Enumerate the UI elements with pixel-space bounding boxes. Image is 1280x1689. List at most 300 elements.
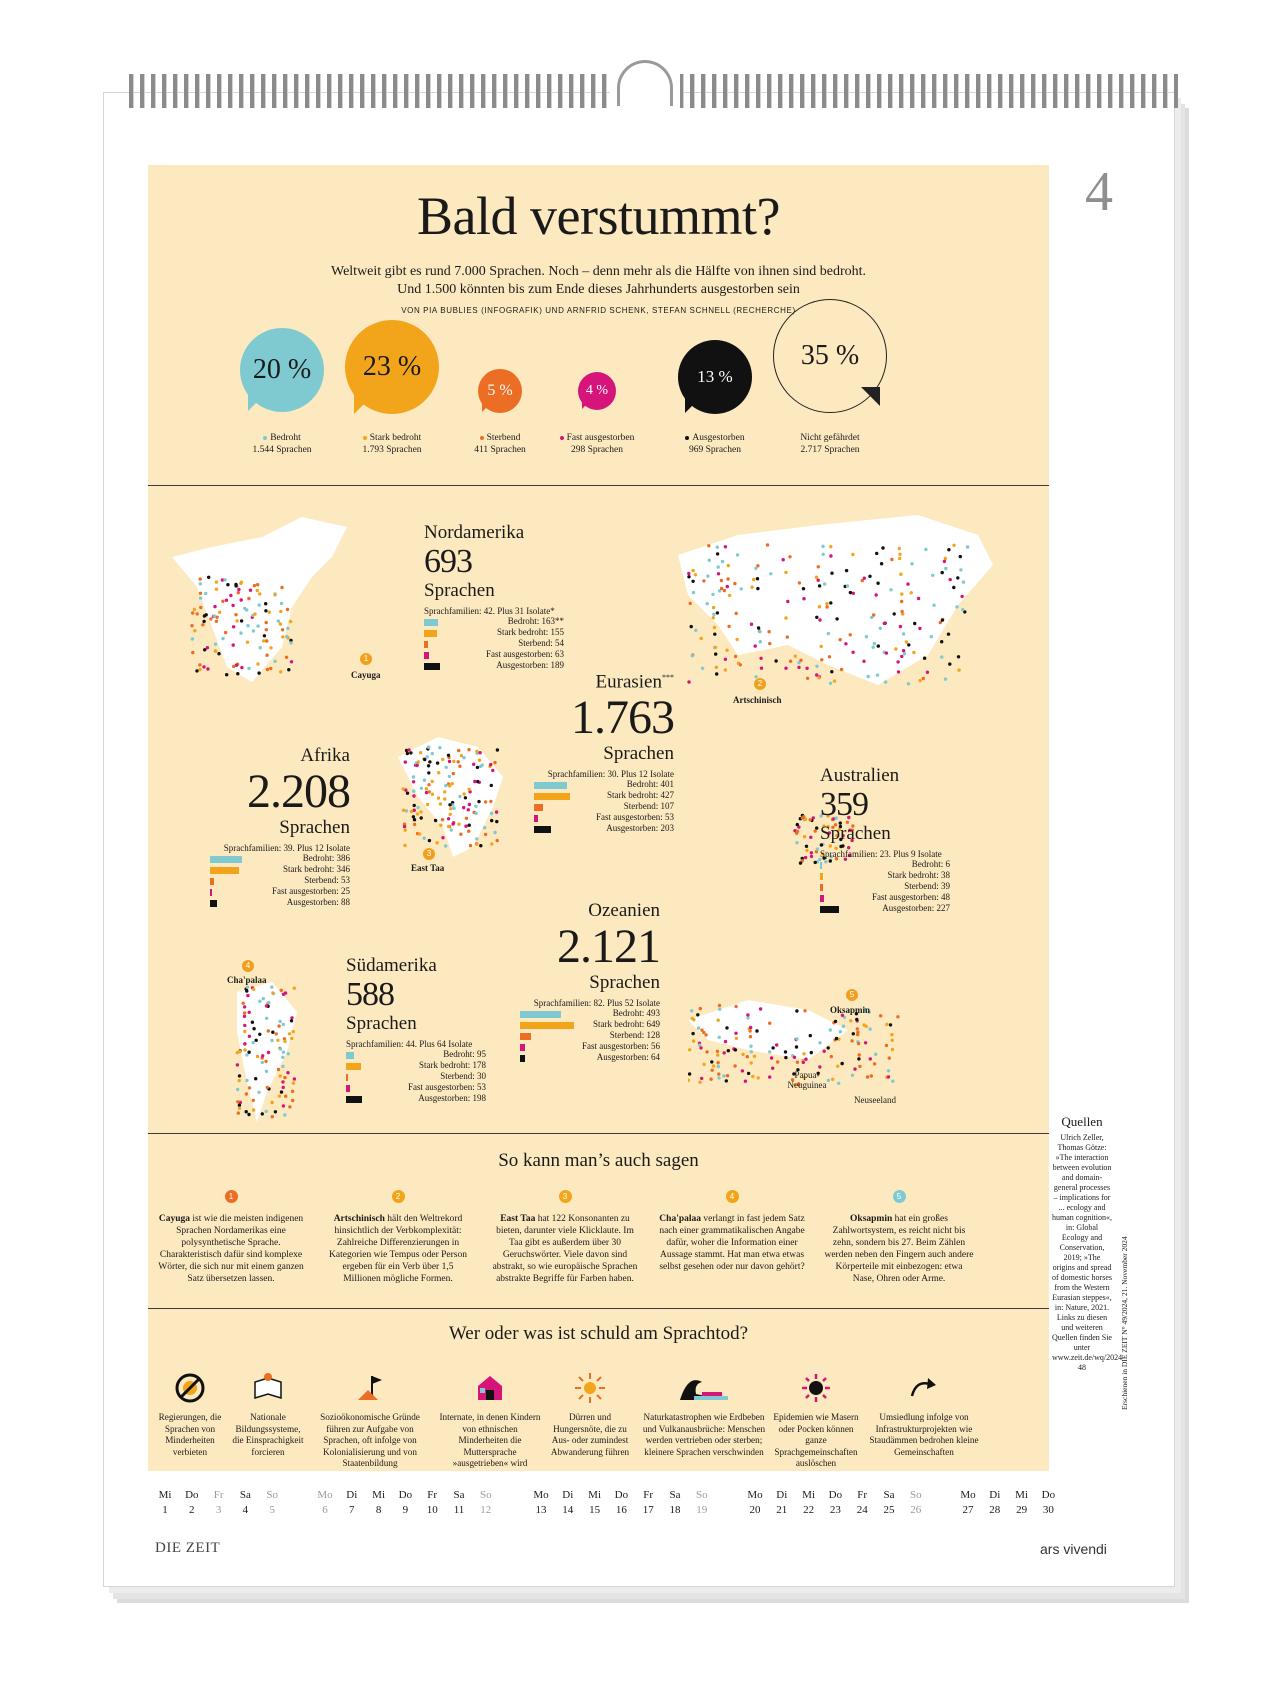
calendar-day-2[interactable] [179, 1488, 205, 1518]
language-dot [256, 624, 259, 627]
language-dot [726, 577, 729, 580]
language-dot [234, 613, 237, 616]
pin-1[interactable]: 1 [360, 653, 372, 665]
region-bar [346, 1085, 350, 1092]
calendar-weekday: Di [346, 1489, 358, 1501]
region-bar [820, 862, 822, 869]
language-dot [441, 818, 444, 821]
pin-4[interactable]: 4 [242, 960, 254, 972]
language-dot [898, 557, 901, 560]
language-dot [805, 845, 808, 848]
language-dot [825, 602, 828, 605]
calendar-weekday: Fr [213, 1489, 224, 1501]
language-dot [427, 783, 430, 786]
region-unit: Sprachen [424, 580, 495, 601]
language-dot [869, 1057, 872, 1060]
language-dot [702, 1031, 705, 1034]
calendar-day-22[interactable] [796, 1488, 822, 1518]
calendar-day-12[interactable] [473, 1488, 499, 1518]
language-dot [261, 1054, 264, 1057]
language-dot [873, 1062, 876, 1065]
language-dot [451, 822, 454, 825]
legend-dot [560, 436, 564, 440]
language-dot [279, 1074, 282, 1077]
calendar-date: 2 [189, 1504, 195, 1516]
language-dot [706, 602, 709, 605]
language-dot [716, 1061, 719, 1064]
language-dot [688, 1072, 691, 1075]
language-dot [416, 806, 419, 809]
region-unit: Sprachen [820, 823, 891, 844]
language-dot [459, 833, 462, 836]
language-dot [750, 623, 753, 626]
language-dot [287, 668, 290, 671]
language-dot [724, 1040, 727, 1043]
language-dot [691, 1017, 694, 1020]
example-number-1: 1 [225, 1190, 238, 1203]
language-dot [922, 677, 925, 680]
example-text [490, 1213, 640, 1285]
calendar-weekday: Mi [588, 1489, 602, 1501]
region-row [210, 886, 350, 897]
language-dot [872, 613, 875, 616]
language-dot [924, 548, 927, 551]
language-dot [425, 787, 428, 790]
divider-1 [148, 485, 1049, 486]
overview-bubble-tail [354, 393, 375, 414]
language-dot [840, 668, 843, 671]
language-dot [718, 1036, 721, 1039]
language-dot [265, 1017, 268, 1020]
calendar-weekday: Do [398, 1489, 413, 1501]
language-dot [902, 649, 905, 652]
region-row [424, 649, 564, 660]
calendar-day-23[interactable] [822, 1488, 848, 1518]
language-dot [290, 1037, 293, 1040]
language-dot [484, 833, 487, 836]
calendar-date: 15 [589, 1504, 601, 1516]
cause-text: Sozioökonomische Gründe führen zur Aufgabe von Sprachen, oft infolge von Kolonialisierung und von Staatenbildung [320, 1412, 420, 1468]
calendar-day-30[interactable] [1035, 1488, 1061, 1518]
calendar-day-5[interactable] [259, 1488, 285, 1518]
language-dot [283, 1040, 286, 1043]
language-dot [248, 1011, 251, 1014]
language-dot [760, 667, 763, 670]
language-dot [720, 579, 723, 582]
language-dot [750, 1050, 753, 1053]
region-count: 588 [346, 976, 394, 1013]
language-dot [213, 605, 216, 608]
language-dot [881, 546, 884, 549]
page-title: Bald verstummt? [417, 186, 780, 246]
language-dot [750, 1061, 753, 1064]
language-dot [873, 642, 876, 645]
example-body: hält den Weltrekord hinsichtlich der Verbkomplexität: Zahlreiche Differenzierungen in Kategorien wie Tempus oder Person ergeben für ein Verb über 1,5 Millionen mögliche Formen. [329, 1214, 467, 1284]
language-dot [702, 579, 705, 582]
language-dot [757, 1076, 760, 1079]
language-dot [709, 1078, 712, 1081]
cause-text: Epidemien wie Masern oder Pocken können ganze Sprachgemeinschaften auslöschen [773, 1412, 859, 1468]
language-dot [438, 746, 441, 749]
calendar-day-21[interactable] [769, 1488, 795, 1518]
language-dot [236, 672, 239, 675]
infographic-panel [148, 165, 1049, 1471]
language-dot [913, 622, 916, 625]
language-dot [247, 1051, 250, 1054]
language-dot [193, 608, 196, 611]
language-dot [247, 1113, 250, 1116]
language-dot [899, 625, 902, 628]
language-dot [243, 1005, 246, 1008]
calendar-day-26[interactable] [903, 1488, 929, 1518]
pin-5[interactable]: 5 [846, 989, 858, 1001]
calendar-day-4[interactable] [232, 1488, 258, 1518]
language-dot [957, 655, 960, 658]
language-dot [734, 1032, 737, 1035]
language-dot [215, 588, 218, 591]
pin-3[interactable]: 3 [423, 848, 435, 860]
language-dot [256, 583, 259, 586]
die-zeit-logo: DIE ZEIT [155, 1540, 221, 1556]
language-dot [265, 1004, 268, 1007]
language-dot [776, 1060, 779, 1063]
region-bar [820, 884, 823, 891]
calendar-date: 19 [696, 1504, 708, 1516]
language-dot [282, 1051, 285, 1054]
calendar-day-20[interactable] [742, 1488, 768, 1518]
language-dot [769, 572, 772, 575]
language-dot [751, 1075, 754, 1078]
region-unit: Sprachen [589, 972, 660, 993]
language-dot [750, 586, 753, 589]
language-dot [771, 1067, 774, 1070]
calendar-weekday: Sa [669, 1489, 681, 1501]
language-dot [875, 552, 878, 555]
region-bar [210, 867, 239, 874]
calendar-date: 18 [669, 1504, 681, 1516]
calendar-date: 12 [480, 1504, 492, 1516]
region-bar [520, 1044, 525, 1051]
calendar-day-1[interactable] [152, 1488, 178, 1518]
language-dot [477, 800, 480, 803]
language-dot [829, 545, 832, 548]
language-dot [441, 836, 444, 839]
language-dot [277, 1068, 280, 1071]
region-row-label: Ausgestorben: 227 [882, 903, 950, 913]
overview-label-name [775, 432, 885, 444]
calendar-date: 30 [1042, 1504, 1054, 1516]
overview-bubble-tail [685, 397, 701, 413]
language-dot [458, 795, 461, 798]
language-dot [447, 817, 450, 820]
language-dot [209, 617, 212, 620]
calendar-day-17[interactable] [635, 1488, 661, 1518]
language-dot [436, 761, 439, 764]
language-dot [844, 642, 847, 645]
calendar-day-7[interactable] [339, 1488, 365, 1518]
language-dot [716, 546, 719, 549]
language-dot [714, 646, 717, 649]
calendar-day-29[interactable] [1009, 1488, 1035, 1518]
language-dot [199, 582, 202, 585]
language-dot [257, 671, 260, 674]
region-row [424, 616, 564, 627]
language-dot [728, 594, 731, 597]
language-dot [692, 1039, 695, 1042]
language-dot [467, 788, 470, 791]
language-dot [265, 621, 268, 624]
language-dot [280, 602, 283, 605]
calendar-day-27[interactable] [955, 1488, 981, 1518]
region-ozeanien [520, 900, 660, 1063]
language-dot [900, 610, 903, 613]
language-dot [420, 816, 423, 819]
language-dot [196, 612, 199, 615]
language-dot [799, 659, 802, 662]
calendar-day-10[interactable] [419, 1488, 445, 1518]
region-row-label: Stark bedroht: 427 [607, 790, 674, 801]
language-dot [884, 680, 887, 683]
language-dot [267, 1001, 270, 1004]
language-dot [932, 604, 935, 607]
language-dot [288, 1032, 291, 1035]
overview-bubble-tail [482, 403, 491, 412]
cause-3 [314, 1372, 426, 1470]
language-dot [236, 1063, 239, 1066]
calendar-day-13[interactable] [528, 1488, 554, 1518]
language-dot [736, 553, 739, 556]
language-dot [782, 558, 785, 561]
overview-label-count: 1.544 Sprachen [252, 445, 312, 455]
language-dot [839, 638, 842, 641]
language-dot [815, 826, 818, 829]
region-bar [346, 1096, 362, 1103]
calendar-day-9[interactable] [392, 1488, 418, 1518]
calendar-day-19[interactable] [689, 1488, 715, 1518]
calendar-weekday: Mo [533, 1489, 549, 1501]
overview-label-name [337, 432, 447, 444]
language-dot [282, 1023, 285, 1026]
region-row [534, 790, 674, 801]
language-dot [716, 611, 719, 614]
calendar-day-25[interactable] [876, 1488, 902, 1518]
region-bar [534, 793, 570, 800]
language-dot [254, 1077, 257, 1080]
language-dot [941, 571, 944, 574]
language-dot [714, 652, 717, 655]
language-dot [802, 597, 805, 600]
language-dot [809, 818, 812, 821]
language-dot [835, 1037, 838, 1040]
language-dot [251, 1021, 254, 1024]
language-dot [238, 1104, 241, 1107]
language-dot [283, 1113, 286, 1116]
language-dot [225, 599, 228, 602]
language-dot [204, 592, 207, 595]
overview-bubble-tail [248, 393, 266, 411]
calendar-date: 25 [883, 1504, 895, 1516]
language-dot [457, 749, 460, 752]
language-dot [828, 655, 831, 658]
language-dot [275, 1032, 278, 1035]
language-dot [245, 1110, 248, 1113]
language-dot [439, 824, 442, 827]
language-dot [944, 557, 947, 560]
pin-label-chapalaa: Cha'palaa [227, 975, 267, 985]
overview-pct: 23 % [362, 351, 422, 382]
overview-label-1 [337, 432, 447, 456]
language-dot [265, 1070, 268, 1073]
language-dot [718, 1008, 721, 1011]
region-bar [210, 900, 217, 907]
pin-2[interactable]: 2 [754, 678, 766, 690]
language-dot [830, 670, 833, 673]
causes-title: Wer oder was ist schuld am Sprachtod? [448, 1323, 749, 1344]
language-dot [947, 633, 950, 636]
overview-label-text: Fast ausgestorben [566, 433, 635, 443]
calendar-weekday: So [266, 1489, 278, 1501]
overview-label-text: Bedroht [270, 433, 301, 443]
language-dot [851, 553, 854, 556]
language-dot [449, 807, 452, 810]
language-dot [243, 1015, 246, 1018]
language-dot [427, 764, 430, 767]
language-dot [402, 787, 405, 790]
language-dot [425, 755, 428, 758]
language-dot [266, 668, 269, 671]
region-row [210, 864, 350, 875]
region-bar [424, 663, 440, 670]
language-dot [795, 841, 798, 844]
language-dot [852, 1032, 855, 1035]
language-dot [462, 792, 465, 795]
language-dot [476, 766, 479, 769]
calendar-day-14[interactable] [555, 1488, 581, 1518]
language-dot [849, 1019, 852, 1022]
calendar-day-11[interactable] [446, 1488, 472, 1518]
calendar-weekday: Sa [883, 1489, 895, 1501]
language-dot [857, 1042, 860, 1045]
language-dot [490, 842, 493, 845]
language-dot [271, 1115, 274, 1118]
divider-3 [148, 1308, 1049, 1309]
language-dot [809, 836, 812, 839]
language-dot [816, 847, 819, 850]
language-dot [246, 994, 249, 997]
example-2 [323, 1190, 473, 1285]
map-eurasia [678, 505, 998, 695]
hanger-hook [617, 60, 673, 106]
calendar-date: 4 [242, 1504, 249, 1516]
language-dot [845, 569, 848, 572]
language-dot [423, 837, 426, 840]
language-dot [943, 560, 946, 563]
calendar-date: 1 [162, 1504, 168, 1516]
region-row-label: Fast ausgestorben: 53 [408, 1082, 486, 1092]
language-dot [465, 817, 468, 820]
calendar-day-18[interactable] [662, 1488, 688, 1518]
language-dot [784, 667, 787, 670]
overview-label-count: 298 Sprachen [571, 445, 623, 455]
calendar-date: 17 [642, 1504, 654, 1516]
language-dot [797, 666, 800, 669]
example-text [657, 1213, 807, 1273]
language-dot [413, 818, 416, 821]
region-name: Australien [820, 765, 900, 786]
language-dot [715, 672, 718, 675]
language-dot [423, 779, 426, 782]
language-dot [875, 593, 878, 596]
calendar-day-6[interactable] [312, 1488, 338, 1518]
language-dot [223, 578, 226, 581]
language-dot [490, 812, 493, 815]
language-dot [266, 1086, 269, 1089]
region-australien [820, 765, 950, 914]
region-bar [534, 815, 538, 822]
language-dot [496, 748, 499, 751]
language-dot [215, 580, 218, 583]
language-dot [789, 660, 792, 663]
language-dot [710, 1060, 713, 1063]
language-dot [265, 1110, 268, 1113]
language-dot [452, 807, 455, 810]
overview-label-name [227, 432, 337, 444]
language-dot [688, 1048, 691, 1051]
calendar-day-15[interactable] [582, 1488, 608, 1518]
example-body: hat 122 Konsonanten zu bieten, darunter viele Klicklaute. Im Taa gibt es außerdem über 30 Geruchswörter. Viele davon sind abstrakt, so wie europäische Sprachen abstrakte Begriffe für Farben haben. [492, 1214, 638, 1284]
region-row-label: Ausgestorben: 198 [418, 1093, 486, 1103]
language-dot [287, 1052, 290, 1055]
language-dot [889, 588, 892, 591]
language-dot [815, 616, 818, 619]
region-name: Ozeanien [588, 900, 660, 921]
cause-1 [154, 1372, 226, 1458]
calendar-date: 6 [322, 1504, 328, 1516]
language-dot [246, 641, 249, 644]
language-dot [717, 1019, 720, 1022]
language-dot [412, 815, 415, 818]
language-dot [281, 1056, 284, 1059]
calendar-day-16[interactable] [608, 1488, 634, 1518]
language-dot [240, 598, 243, 601]
language-dot [805, 849, 808, 852]
language-dot [820, 658, 823, 661]
language-dot [746, 1016, 749, 1019]
language-dot [883, 622, 886, 625]
example-4 [657, 1190, 807, 1273]
language-dot [961, 608, 964, 611]
language-dot [879, 1014, 882, 1017]
language-dot [190, 624, 193, 627]
calendar-day-24[interactable] [849, 1488, 875, 1518]
language-dot [712, 616, 715, 619]
calendar-date: 14 [562, 1504, 574, 1516]
region-row-label: Bedroht: 95 [443, 1049, 486, 1059]
language-dot [716, 1050, 719, 1053]
overview-label-count: 969 Sprachen [689, 445, 741, 455]
language-dot [243, 607, 246, 610]
language-dot [906, 582, 909, 585]
calendar-day-3[interactable] [206, 1488, 232, 1518]
language-dot [232, 643, 235, 646]
region-row [820, 870, 950, 881]
language-dot [717, 1072, 720, 1075]
language-dot [278, 1094, 281, 1097]
calendar-day-28[interactable] [982, 1488, 1008, 1518]
calendar-day-8[interactable] [366, 1488, 392, 1518]
language-dot [852, 592, 855, 595]
language-dot [290, 1016, 293, 1019]
